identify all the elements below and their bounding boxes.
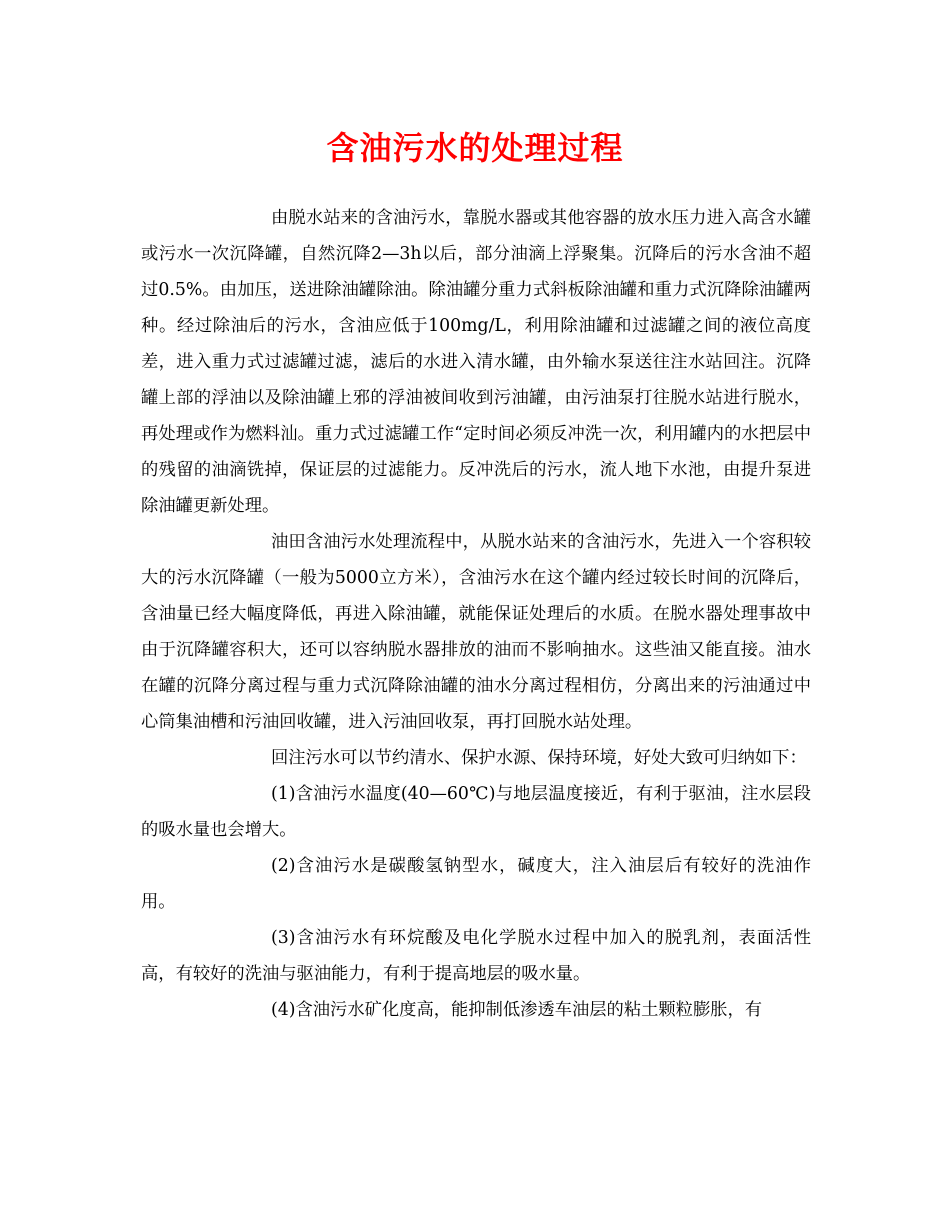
list-item-3: (3)含油污水有环烷酸及电化学脱水过程中加入的脱乳剂，表面活性高，有较好的洗油与驱油能力，有利于提高地层的吸水量。	[141, 928, 811, 984]
list-item-1: (1)含油污水温度(40—60℃)与地层温度接近，有利于驱油，注水层段的吸水量也会增大。	[141, 784, 811, 840]
list-item-4: (4)含油污水矿化度高，能抑制低渗透车油层的粘土颗粒膨胀，有	[271, 1000, 763, 1020]
document-title: 含油污水的处理过程	[326, 129, 624, 167]
paragraph-3: 回注污水可以节约清水、保护水源、保持环境，好处大致可归纳如下：	[271, 748, 807, 768]
list-item-2: (2)含油污水是碳酸氢钠型水，碱度大，注入油层后有较好的洗油作用。	[141, 856, 811, 912]
document-body	[141, 200, 811, 1028]
paragraph-1: 由脱水站来的含油污水，靠脱水器或其他容器的放水压力进入高含水罐或污水一次沉降罐，自然沉降2—3h以后，部分油滴上浮聚集。沉降后的污水含油不超过0.5%。由加压，送进除油罐除油。除油罐分重力式斜板除油罐和重力式沉降除油罐两种。经过除油后的污水，含油应低于100mg/L，利用除油罐和过滤罐之间的液位高度差，进入重力式过滤罐过滤，滤后的水进入清水罐，由外输水泵送往注水站回注。沉降罐上部的浮油以及除油罐上邪的浮油被间收到污油罐，由污油泵打往脱水站进行脱水，再处理或作为燃料汕。重力式过滤罐工作“定时间必须反冲洗一次，利用罐内的水把层中的残留的油滴铣掉，保证层的过滤能力。反冲洗后的污水，流人地下水池，由提升泵进除油罐更新处理。	[141, 208, 811, 516]
paragraph-2: 油田含油污水处理流程中，从脱水站来的含油污水，先进入一个容积较大的污水沉降罐（一般为5000立方米），含油污水在这个罐内经过较长时间的沉降后，含油量已经大幅度降低，再进入除油罐，就能保证处理后的水质。在脱水器处理事故中由于沉降罐容积大，还可以容纳脱水器排放的油而不影响抽水。这些油又能直接。油水在罐的沉降分离过程与重力式沉降除油罐的油水分离过程相仿，分离出来的污油通过中心筒集油槽和污油回收罐，进入污油回收泵，再打回脱水站处理。	[141, 532, 811, 732]
